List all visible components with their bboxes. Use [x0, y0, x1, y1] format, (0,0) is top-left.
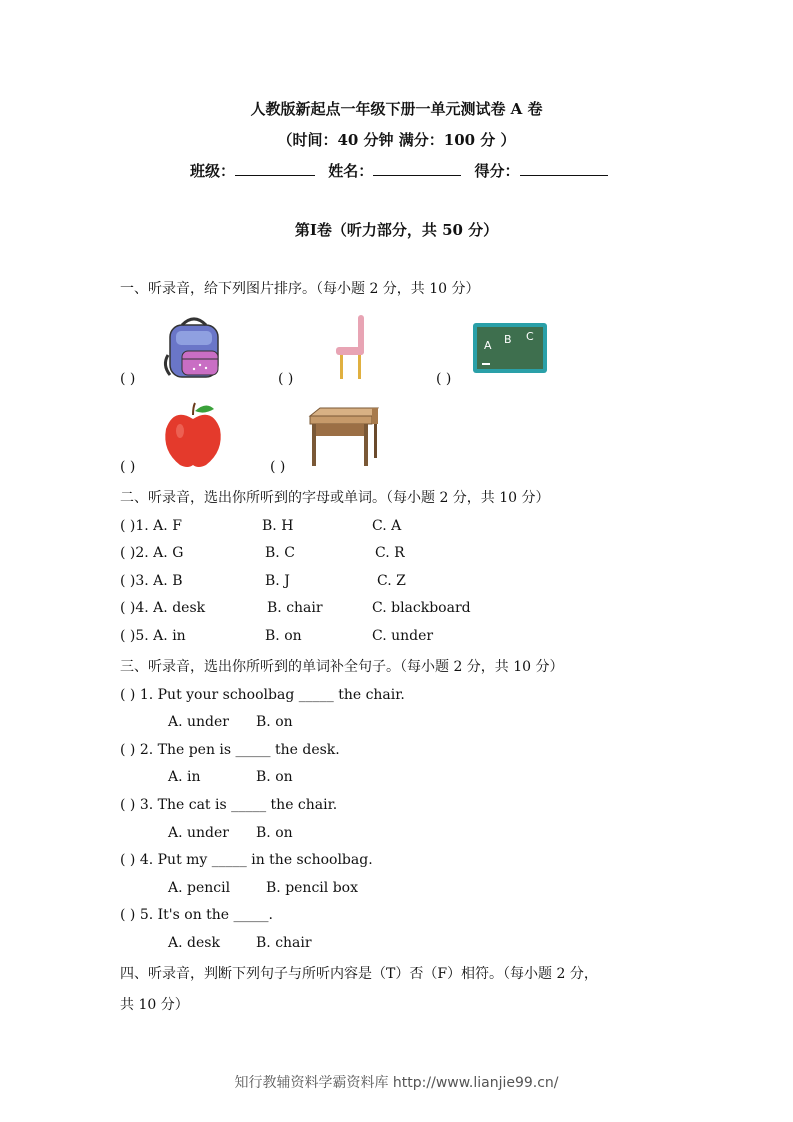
- part1-title: 第I卷（听力部分，共 50 分）: [294, 221, 499, 239]
- section1-heading: 一、听录音，给下列图片排序。（每小题 2 分，共 10 分）: [120, 281, 480, 297]
- footer-watermark: 知行教辅资料学霸资料库 http://www.lianjie99.cn/: [234, 1075, 559, 1091]
- s3-q3-b: B. on: [256, 825, 293, 841]
- name-label: 姓名：: [328, 162, 374, 180]
- s3-q4-b: B. pencil box: [266, 880, 358, 896]
- s2-q4-c: C. blackboard: [372, 600, 471, 616]
- s3-q4-a: A. pencil: [168, 880, 231, 896]
- desk-icon: [306, 406, 380, 468]
- score-blank[interactable]: [520, 161, 608, 176]
- apple-icon: [162, 401, 224, 469]
- svg-text:B: B: [504, 333, 512, 346]
- chair-icon: [334, 313, 370, 381]
- s3-q2-a: A. in: [168, 769, 201, 785]
- s3-q1[interactable]: ( ) 1. Put your schoolbag _____ the chair.: [120, 687, 405, 703]
- s2-q5-c: C. under: [372, 628, 434, 644]
- order-paren-2[interactable]: ( ): [278, 371, 294, 387]
- svg-text:A: A: [484, 339, 492, 352]
- svg-text:C: C: [526, 330, 534, 343]
- order-paren-5[interactable]: ( ): [270, 459, 286, 475]
- name-blank[interactable]: [373, 161, 461, 176]
- s2-q2-b: B. C: [265, 545, 295, 561]
- order-paren-1[interactable]: ( ): [120, 371, 136, 387]
- order-paren-3[interactable]: ( ): [436, 371, 452, 387]
- section2-heading: 二、听录音，选出你所听到的字母或单词。（每小题 2 分，共 10 分）: [120, 490, 550, 506]
- s2-q2-c: C. R: [375, 545, 405, 561]
- section4-heading-line2: 共 10 分）: [120, 997, 189, 1013]
- s3-q5[interactable]: ( ) 5. It's on the _____.: [120, 907, 273, 923]
- info-line: [190, 160, 608, 181]
- score-label: 得分：: [474, 162, 520, 180]
- s3-q3[interactable]: ( ) 3. The cat is _____ the chair.: [120, 797, 338, 813]
- s3-q1-a: A. under: [168, 714, 229, 730]
- s3-q5-a: A. desk: [168, 935, 220, 951]
- s2-q3-c: C. Z: [377, 573, 406, 589]
- class-label: 班级：: [190, 162, 236, 180]
- blackboard-icon: [472, 322, 548, 374]
- s2-q3[interactable]: ( )3. A. B: [120, 573, 183, 589]
- s2-q3-b: B. J: [265, 573, 290, 589]
- s2-q1[interactable]: ( )1. A. F: [120, 518, 182, 534]
- s2-q4-b: B. chair: [267, 600, 323, 616]
- s2-q5[interactable]: ( )5. A. in: [120, 628, 186, 644]
- page-title: 人教版新起点一年级下册一单元测试卷 A 卷: [250, 100, 543, 118]
- s3-q1-b: B. on: [256, 714, 293, 730]
- section3-heading: 三、听录音，选出你所听到的单词补全句子。（每小题 2 分，共 10 分）: [120, 659, 564, 675]
- s2-q1-b: B. H: [262, 518, 294, 534]
- section4-heading-line1: 四、听录音，判断下列句子与所听内容是（T）否（F）相符。（每小题 2 分，: [120, 966, 598, 982]
- s2-q5-b: B. on: [265, 628, 302, 644]
- order-paren-4[interactable]: ( ): [120, 459, 136, 475]
- s2-q4[interactable]: ( )4. A. desk: [120, 600, 206, 616]
- schoolbag-icon: [160, 313, 226, 381]
- s3-q2[interactable]: ( ) 2. The pen is _____ the desk.: [120, 742, 340, 758]
- s2-q2[interactable]: ( )2. A. G: [120, 545, 184, 561]
- s3-q2-b: B. on: [256, 769, 293, 785]
- s3-q5-b: B. chair: [256, 935, 312, 951]
- s2-q1-c: C. A: [372, 518, 402, 534]
- s3-q3-a: A. under: [168, 825, 229, 841]
- s3-q4[interactable]: ( ) 4. Put my _____ in the schoolbag.: [120, 852, 373, 868]
- class-blank[interactable]: [235, 161, 315, 176]
- time-score-line: （时间：40 分钟 满分：100 分 ）: [277, 131, 516, 149]
